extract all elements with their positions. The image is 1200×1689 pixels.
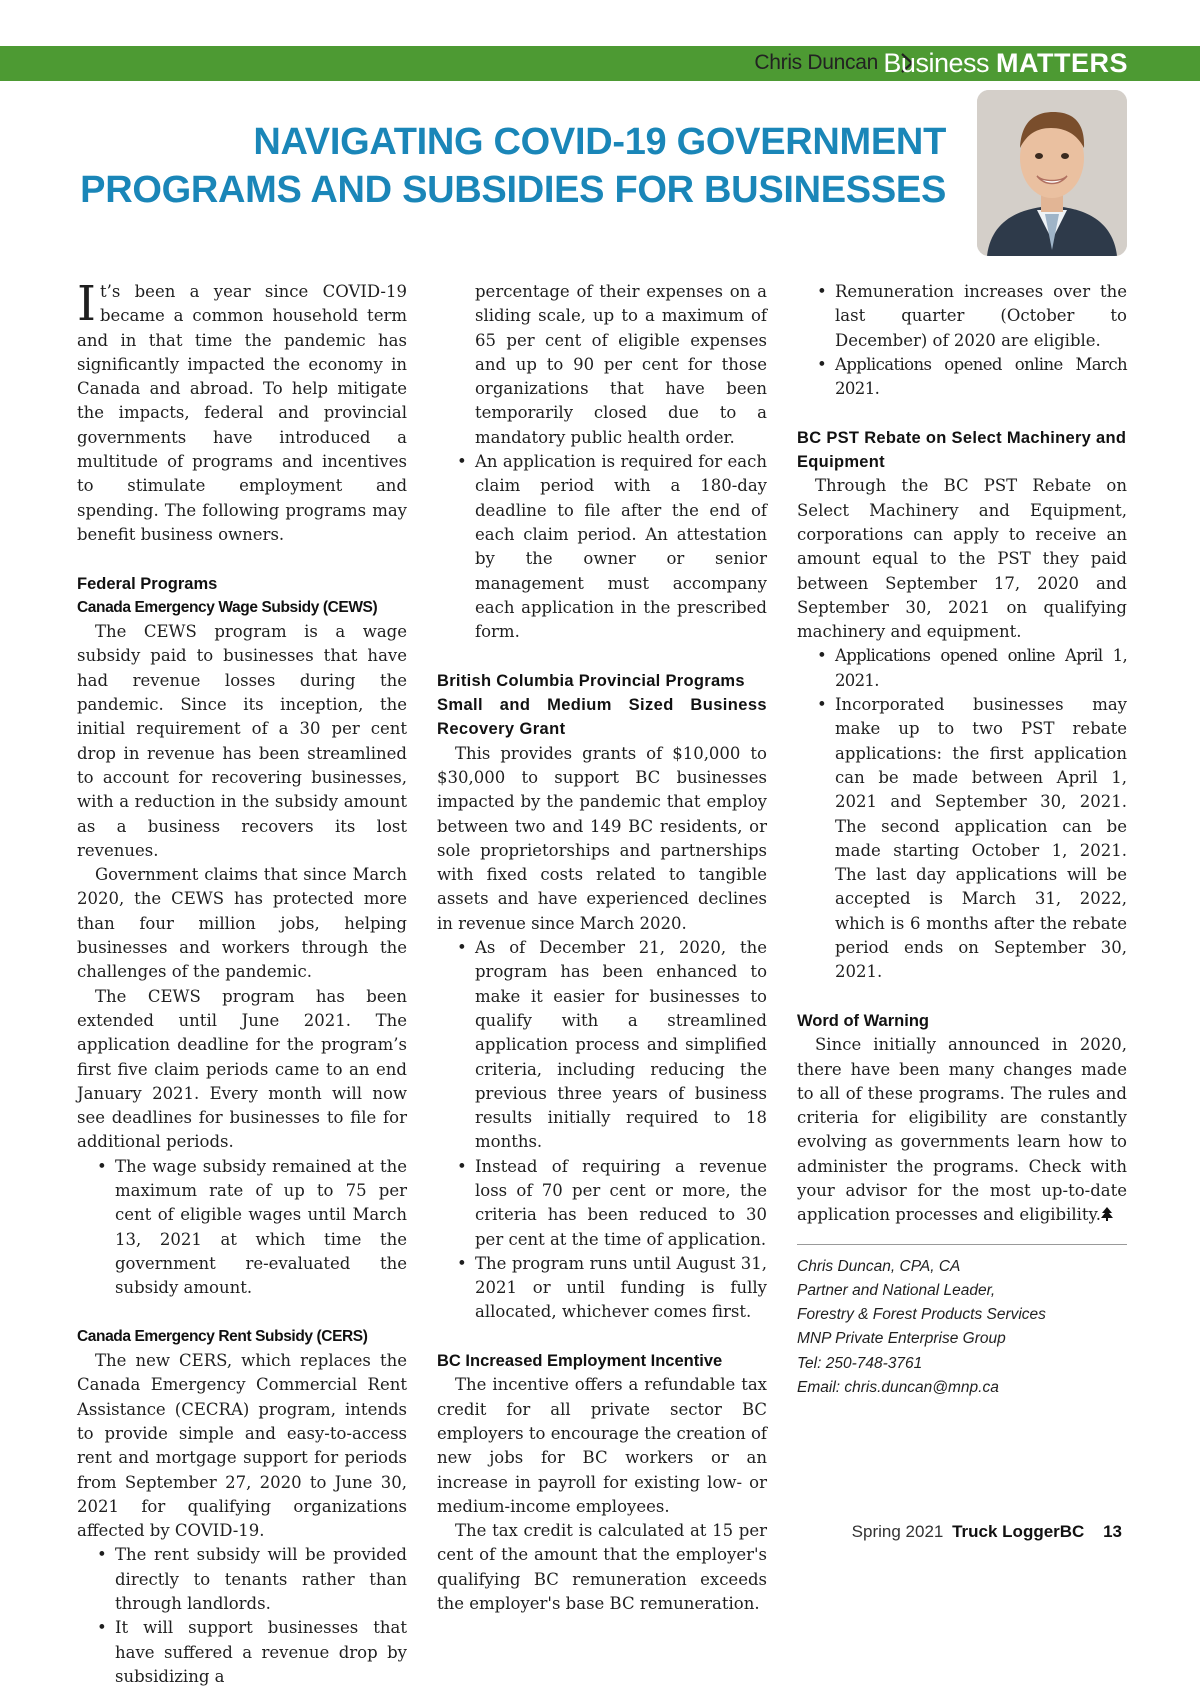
signature-line: MNP Private Enterprise Group [797, 1330, 1006, 1348]
cers-bullets-continued [437, 280, 767, 644]
cews-paragraph-1: The CEWS program is a wage subsidy paid to businesses that have had revenue losses during the pandemic. Since its inception, the initial requirement of a 30 per cent drop in revenue has been streamlined to account for recovering businesses, with a reduction in the subsidy amount as a business recovers its lost revenues. [77, 622, 407, 860]
pst-paragraph-1: Through the BC PST Rebate on Select Machinery and Equipment, corporations can apply to receive an amount equal to the PST they paid between September 17, 2020 and September 30, 2021 on qualifying machinery and equipment. [797, 476, 1127, 642]
page-number: 13 [1103, 1522, 1122, 1541]
list-item: • An application is required for each claim period with a 180-day deadline to file after the end of each claim period. An attestation by the owner or senior management must accompany each application in the prescribed form. [475, 450, 767, 644]
biei-bullets [797, 280, 1127, 401]
intro-paragraph [77, 276, 407, 547]
warning-paragraph [797, 1033, 1127, 1227]
federal-heading: Federal Programs [77, 574, 218, 593]
biei-paragraph-1: The incentive offers a refundable tax credit for all private sector BC employers to encourage the creation of new jobs for BC workers or an increase in payroll for existing low- or medium-income employees. [437, 1375, 767, 1516]
smbrg-bullets [437, 936, 767, 1325]
tree-end-icon [1101, 1207, 1113, 1221]
section-bold: MATTERS [996, 48, 1128, 78]
footer-magazine: Truck LoggerBC [952, 1522, 1085, 1541]
signature-line: Tel: 250-748-3761 [797, 1354, 923, 1372]
list-item: • Applications opened online April 1, 2021. [835, 644, 1127, 693]
cews-bullets [77, 1155, 407, 1301]
biei-paragraph-2: The tax credit is calculated at 15 per cent of the amount that the employer's qualifying BC remuneration exceeds the employer's base BC remuneration. [437, 1521, 767, 1614]
signature-line: Partner and National Leader, [797, 1281, 996, 1299]
signature-line: Chris Duncan, CPA, CA [797, 1257, 961, 1275]
bc-heading: British Columbia Provincial Programs [437, 671, 745, 690]
pst-bullets [797, 644, 1127, 984]
list-item: • Applications opened online March 2021. [835, 353, 1127, 402]
column-3 [797, 280, 1127, 1400]
intro-text: t’s been a year since COVID-19 became a common household term and in that time the pandemic has significantly impacted the economy in Canada and abroad. To help mitigate the impacts, federal and provincial governments have introduced a multitude of programs and incentives to stimulate employment and spending. The following programs may benefit business owners. [77, 282, 407, 544]
signature-line: Forestry & Forest Products Services [797, 1306, 1046, 1324]
list-item: • The wage subsidy remained at the maximum rate of up to 75 per cent of eligible wages until March 13, 2021 at which time the government re-evaluated the subsidy amount. [115, 1155, 407, 1301]
column-1 [77, 276, 407, 1689]
cers-bullets [77, 1543, 407, 1689]
author-portrait-image [977, 90, 1127, 256]
biei-heading: BC Increased Employment Incentive [437, 1352, 723, 1371]
title-line-1: NAVIGATING COVID-19 GOVERNMENT [253, 121, 946, 163]
footer-issue: Spring 2021 [851, 1522, 944, 1541]
header-author: Chris Duncan [754, 51, 878, 74]
page-footer [852, 1522, 1122, 1542]
smbrg-paragraph-1: This provides grants of $10,000 to $30,000 to support BC businesses impacted by the pandemic that employ between two and 149 BC residents, or sole proprietorships and partnerships with fixed costs related to tangible assets and have experienced declines in revenue since March 2020. [437, 743, 767, 933]
cews-heading: Canada Emergency Wage Subsidy (CEWS) [77, 598, 378, 616]
smbrg-heading: Small and Medium Sized Business Recovery Grant [437, 696, 767, 739]
list-item: • Incorporated businesses may make up to two PST rebate applications: the first application can be made between April 1, 2021 and September 30, 2021. The second application can be made starting October 1, 2021. The last day applications will be accepted is March 31, 2022, which is 6 months after the rebate period ends on September 30, 2021. [835, 693, 1127, 985]
cews-paragraph-3: The CEWS program has been extended until June 2021. The application deadline for the program’s first five claim periods came to an end January 2021. Every month will now see deadlines for businesses to file for additional periods. [77, 986, 407, 1152]
list-item: • As of December 21, 2020, the program has been enhanced to make it easier for businesses to qualify with a streamlined application process and simplified criteria, including reducing the previous three years of business results initially required to 18 months. [475, 936, 767, 1155]
list-item: • The program runs until August 31, 2021 or until funding is fully allocated, whichever comes first. [475, 1252, 767, 1325]
author-photo [977, 90, 1127, 256]
warning-heading: Word of Warning [797, 1011, 929, 1030]
signature-email[interactable]: Email: chris.duncan@mnp.ca [797, 1379, 999, 1397]
section-title [883, 48, 1128, 79]
column-2 [437, 280, 767, 1616]
signature-divider [797, 1244, 1127, 1245]
list-item: • The rent subsidy will be provided directly to tenants rather than through landlords. [115, 1543, 407, 1616]
list-item: • Instead of requiring a revenue loss of 70 per cent or more, the criteria has been reduced to 30 per cent at the time of application. [475, 1155, 767, 1252]
warning-text: Since initially announced in 2020, there have been many changes made to all of these programs. The rules and criteria for eligibility are constantly evolving as governments learn how to administer the programs. Check with your advisor for the most up-to-date application processes and eligibility. [797, 1035, 1127, 1225]
cews-paragraph-2: Government claims that since March 2020, the CEWS has protected more than four million jobs, helping businesses and workers through the challenges of the pandemic. [77, 865, 407, 982]
bullet-continuation: percentage of their expenses on a sliding scale, up to a maximum of 65 per cent of eligible expenses and up to 90 per cent for those organizations that have been temporarily closed due to a mandatory public health order. [475, 282, 767, 447]
list-item: • It will support businesses that have suffered a revenue drop by subsidizing a [115, 1616, 407, 1689]
list-item-continued [475, 280, 767, 450]
article-title [40, 118, 946, 214]
cers-paragraph-1: The new CERS, which replaces the Canada Emergency Commercial Rent Assistance (CECRA) program, intends to provide simple and easy-to-access rent and mortgage support for periods from September 27, 2020 to June 30, 2021 for qualifying organizations affected by COVID-19. [77, 1351, 407, 1541]
list-item: • Remuneration increases over the last quarter (October to December) of 2020 are eligible. [835, 280, 1127, 353]
author-signature [797, 1255, 1127, 1401]
pst-heading: BC PST Rebate on Select Machinery and Equipment [797, 428, 1127, 472]
title-line-2: PROGRAMS AND SUBSIDIES FOR BUSINESSES [80, 169, 946, 211]
drop-cap: I [77, 276, 96, 332]
section-prefix: Business [883, 48, 989, 78]
cers-heading: Canada Emergency Rent Subsidy (CERS) [77, 1327, 368, 1345]
section-header-bar [0, 46, 1200, 81]
